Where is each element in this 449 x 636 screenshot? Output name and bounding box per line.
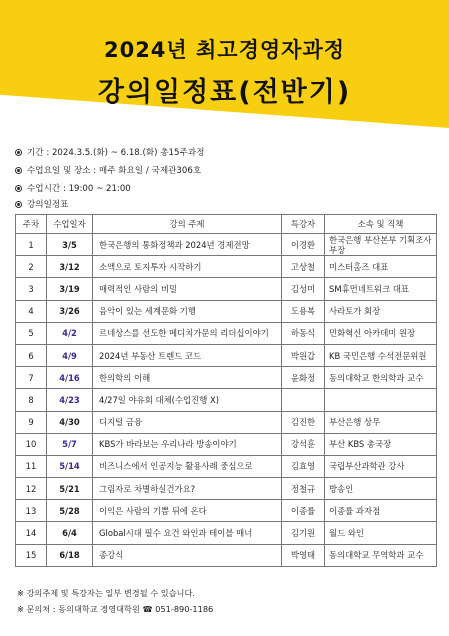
affiliation-cell: 동의대학교 한의학과 교수 [325,367,437,389]
date-cell: 3/5 [47,234,93,256]
affiliation-cell: 국립부산과학관 강사 [325,455,437,477]
topic-cell: 르네상스를 선도한 메디치가문의 리더십이야기 [93,322,282,344]
topic-cell: 2024년 부동산 트렌드 코드 [93,344,282,366]
speaker-cell: 도용복 [282,300,325,322]
affiliation-cell: KB 국민은행 수석전문위원 [325,344,437,366]
date-cell: 5/14 [47,455,93,477]
date-cell: 4/23 [47,389,93,411]
topic-cell: 그림자로 차별하실건가요? [93,478,282,500]
speaker-cell: 하동식 [282,322,325,344]
schedule-table [15,214,437,567]
topic-cell: 한국은행의 통화정책과 2024년 경제전망 [93,234,282,256]
date-cell: 4/9 [47,344,93,366]
affiliation-cell: 이종률 과자점 [325,500,437,522]
week-cell: 2 [16,256,47,278]
topic-cell: 4/27일 야유회 대체(수업진행 X) [93,389,282,411]
date-cell: 4/2 [47,322,93,344]
affiliation-cell: 미스터홈즈 대표 [325,256,437,278]
speaker-cell: 김진한 [282,411,325,433]
speaker-cell: 김성미 [282,278,325,300]
affiliation-cell: 부산 KBS 총국장 [325,433,437,455]
table-row [16,478,437,500]
header-topic: 강의 주제 [93,215,282,234]
date-cell: 3/12 [47,256,93,278]
affiliation-cell: 월드 와인 [325,522,437,544]
week-cell: 13 [16,500,47,522]
speaker-cell: 강석훈 [282,433,325,455]
speaker-cell: 이경환 [282,234,325,256]
schedule-table-body [16,234,437,567]
info-period: 기간 : 2024.3.5.(화) ~ 6.18.(화) 총15주과정 [15,146,204,158]
week-cell: 7 [16,367,47,389]
week-cell: 5 [16,322,47,344]
affiliation-cell [325,389,437,411]
date-cell: 4/16 [47,367,93,389]
affiliation-cell: 부산은행 상무 [325,411,437,433]
table-row [16,300,437,322]
table-row [16,433,437,455]
circle-bullet-icon [15,167,22,174]
speaker-cell: 고상철 [282,256,325,278]
speaker-cell: 김기원 [282,522,325,544]
week-cell: 14 [16,522,47,544]
week-cell: 11 [16,455,47,477]
topic-cell: 종강식 [93,544,282,566]
table-row [16,389,437,411]
topic-cell: 이익은 사람의 기쁨 뒤에 온다 [93,500,282,522]
affiliation-cell: SM휴먼네트워크 대표 [325,278,437,300]
speaker-cell [282,389,325,411]
topic-cell: Global시대 필수 요건 와인과 테이블 매너 [93,522,282,544]
week-cell: 9 [16,411,47,433]
affiliation-cell: 민화혁신 아카데미 원장 [325,322,437,344]
affiliation-cell: 방송인 [325,478,437,500]
speaker-cell: 박영태 [282,544,325,566]
speaker-cell: 김효영 [282,455,325,477]
speaker-cell: 윤화정 [282,367,325,389]
speaker-cell: 정철규 [282,478,325,500]
week-cell: 10 [16,433,47,455]
table-row [16,256,437,278]
note-contact: ※ 문의처 : 동의대학교 경영대학원 ☎ 051-890-1186 [17,604,214,614]
week-cell: 12 [16,478,47,500]
info-time: 수업시간 : 19:00 ~ 21:00 [15,182,131,194]
affiliation-cell: 동의대학교 무역학과 교수 [325,544,437,566]
date-cell: 5/7 [47,433,93,455]
header-affiliation: 소속 및 직책 [325,215,437,234]
topic-cell: 매력적인 사람의 비밀 [93,278,282,300]
table-row [16,322,437,344]
topic-cell: 소액으로 토지투자 시작하기 [93,256,282,278]
speaker-cell: 이종률 [282,500,325,522]
week-cell: 15 [16,544,47,566]
week-cell: 8 [16,389,47,411]
topic-cell: 한의학의 이해 [93,367,282,389]
circle-bullet-icon [15,149,22,156]
week-cell: 4 [16,300,47,322]
page-subtitle: 강의일정표(전반기) [97,77,352,108]
header-date: 수업일자 [47,215,93,234]
table-row [16,455,437,477]
date-cell: 6/18 [47,544,93,566]
table-row [16,278,437,300]
info-place: 수업요일 및 장소 : 매주 화요일 / 국제관306호 [15,164,201,176]
date-cell: 5/21 [47,478,93,500]
table-row [16,522,437,544]
topic-cell: 비즈니스에서 인공지능 활용사례 중심으로 [93,455,282,477]
table-row [16,234,437,256]
note-change: ※ 강의주제 및 특강자는 일부 변경될 수 있습니다. [17,588,195,598]
circle-bullet-icon [15,201,22,208]
topic-cell: 음악이 있는 세계문화 기행 [93,300,282,322]
info-schedule-label: 강의일정표 [15,198,69,210]
table-row [16,411,437,433]
date-cell: 3/19 [47,278,93,300]
header-week: 주차 [16,215,47,234]
topic-cell: 디지털 금융 [93,411,282,433]
week-cell: 6 [16,344,47,366]
date-cell: 5/28 [47,500,93,522]
table-row [16,344,437,366]
date-cell: 6/4 [47,522,93,544]
affiliation-cell: 사라토가 회장 [325,300,437,322]
table-row [16,500,437,522]
affiliation-cell: 한국은행 부산본부 기획조사부장 [325,234,437,256]
week-cell: 3 [16,278,47,300]
header-speaker: 특강자 [282,215,325,234]
topic-cell: KBS가 바라보는 우리나라 방송이야기 [93,433,282,455]
table-header-row [16,215,437,234]
circle-bullet-icon [15,185,22,192]
table-row [16,544,437,566]
week-cell: 1 [16,234,47,256]
date-cell: 3/26 [47,300,93,322]
date-cell: 4/30 [47,411,93,433]
speaker-cell: 박원갑 [282,344,325,366]
page-title: 2024년 최고경영자과정 [103,38,346,62]
table-row [16,367,437,389]
